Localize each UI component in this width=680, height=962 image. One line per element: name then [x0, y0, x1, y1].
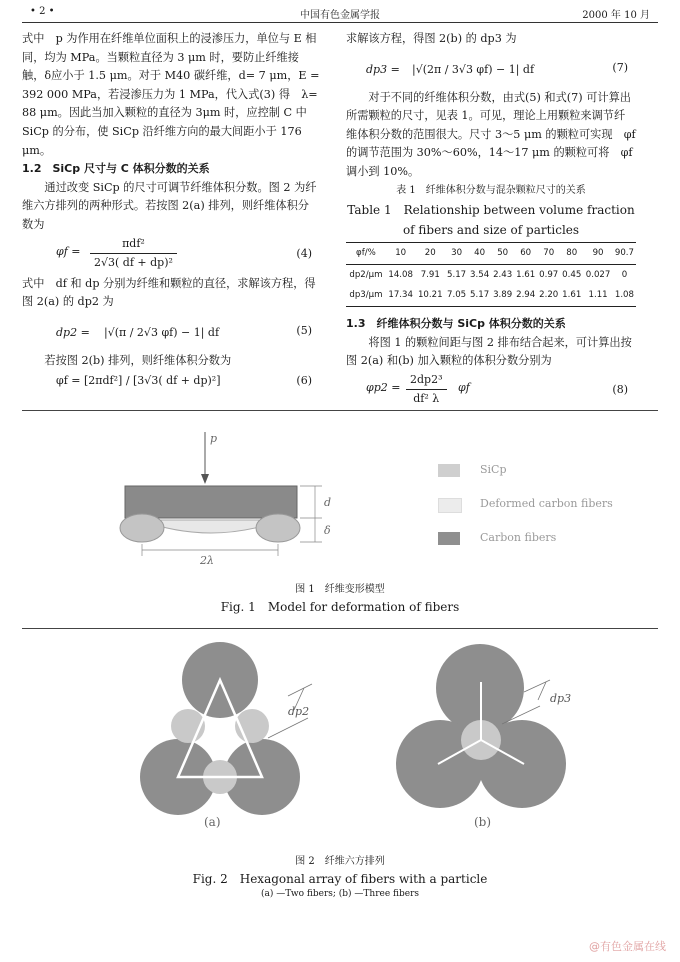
figure-rule — [22, 628, 658, 629]
carbon-fiber-bar — [125, 486, 297, 518]
label-b: (b) — [474, 815, 492, 829]
table-cell: 0.027 — [585, 269, 611, 280]
equation-number: (7) — [612, 60, 628, 74]
dim-line — [524, 680, 550, 692]
sic-particle-left — [120, 514, 164, 542]
table-cell: 7.91 — [420, 269, 440, 280]
table-cell: 1.61 — [516, 269, 536, 280]
numerator: 2dp2³ — [406, 371, 447, 391]
data-table — [346, 242, 636, 307]
right-column — [346, 30, 636, 411]
paragraph: 式中 p 为作用在纤维单位面积上的浸渗压力，单位与 E 相同，均为 MPa。当颗粒直径为 3 μm 时，要防止纤维接触，δ应小于 1.5 μm。对于 M40 碳纤维，d= 7 μm，E = 392 000 MPa，若浸渗压力为 1 MPa，代入式(3) 得 λ= 88 μm。因此当加入颗粒的直径为 3μm 时，应控制 C 中 SiCp 的分布，使 SiCp 沿纤维方向的最大间距小于 176 μm。 — [22, 32, 320, 157]
dim-line — [288, 684, 312, 696]
dim-line — [268, 718, 308, 738]
table-cell: 5.17 — [447, 269, 467, 280]
table-cell: 1.08 — [613, 285, 636, 306]
watermark: @有色金属在线 — [589, 940, 666, 953]
figure-1-caption-en: Fig. 1 Model for deformation of fibers — [220, 600, 460, 614]
table-cell: 7.05 — [445, 285, 468, 306]
section-heading: 1.3 纤维体积分数与 SiCp 体积分数的关系 — [346, 316, 566, 330]
table-cell: 17.34 — [386, 285, 416, 306]
figure-1-diagram — [100, 428, 360, 568]
table-cell: 0.97 — [539, 269, 559, 280]
table-cell: 90 — [583, 243, 613, 265]
table-cell: 30 — [445, 243, 468, 265]
page-number: • 2 • — [30, 6, 55, 17]
table-row — [346, 264, 636, 285]
equation-lhs: dp3 = — [366, 62, 400, 76]
equation-lhs: φf = — [56, 244, 81, 258]
table-cell: 60 — [514, 243, 537, 265]
legend-label-sic: SiCp — [480, 463, 507, 476]
denominator: 2√3( df + dp)² — [94, 256, 173, 270]
figure-2b-diagram — [390, 640, 610, 830]
equation-number: (8) — [612, 382, 628, 396]
legend-swatch-carbon — [438, 532, 460, 545]
table-cell: 40 — [468, 243, 491, 265]
sic-particle-right — [256, 514, 300, 542]
figure-2-caption-en: Fig. 2 Hexagonal array of fibers with a particle — [192, 872, 488, 886]
table-cell: dp3/μm — [346, 285, 386, 306]
paragraph: 对于不同的纤维体积分数，由式(5) 和式(7) 可计算出所需颗粒的尺寸，见表 1。可见，理论上用颗粒来调节纤维体积分数的范围很大。尺寸 3～5 μm 的颗粒可实现 φf 的调节范围为 30%～60%，14～17 μm 的颗粒可将 φf 调小到 10%。 — [346, 90, 636, 178]
table-cell: 3.89 — [491, 285, 514, 306]
table-cell: φf/% — [346, 243, 386, 265]
figure-2a-diagram — [140, 640, 360, 830]
paragraph: 式中 df 和 dp 分别为纤维和颗粒的直径，求解该方程，得图 2(a) 的 dp2 为 — [22, 276, 316, 309]
equation-6 — [22, 370, 320, 392]
equation-fraction — [406, 371, 447, 409]
section-heading: 1.2 SiCp 尺寸与 C 体积分数的关系 — [22, 162, 210, 176]
table-cell: 0.45 — [562, 269, 582, 280]
equation-rhs: |√(2π / 3√3 φf) − 1| df — [412, 62, 535, 76]
equation-fraction — [90, 235, 177, 273]
equation-number: (4) — [296, 246, 312, 260]
paragraph: 求解该方程，得图 2(b) 的 dp3 为 — [346, 32, 517, 45]
legend-swatch-sic — [438, 464, 460, 477]
table-cell: 0 — [621, 269, 628, 280]
table-cell: dp2/μm — [349, 269, 383, 280]
label-dp2: dp2 — [288, 705, 310, 718]
table-caption-cn: 表 1 纤维体积分数与混杂颗粒尺寸的关系 — [396, 184, 586, 196]
paragraph: 将图 1 的颗粒间距与图 2 排布结合起来，可计算出按图 2(a) 和(b) 加入颗粒的体积分数分别为 — [346, 335, 632, 368]
table-cell: 50 — [491, 243, 514, 265]
table-cell: 3.54 — [470, 269, 490, 280]
table-row — [346, 285, 636, 306]
left-column — [22, 30, 320, 392]
equation-5 — [22, 312, 320, 352]
figure-1-caption-cn: 图 1 纤维变形模型 — [295, 584, 385, 595]
equation-body: φf = [2πdf²] / [3√3( df + dp)²] — [56, 374, 221, 388]
table-cell: 2.20 — [537, 285, 560, 306]
arrow-head — [201, 474, 209, 484]
table-caption-en: Table 1 Relationship between volume fraction of fibers and size of particles — [347, 203, 635, 238]
numerator: πdf² — [90, 235, 177, 255]
label-dp3: dp3 — [550, 692, 572, 705]
issue-date: 2000 年 10 月 — [582, 10, 650, 21]
table-cell: 2.94 — [514, 285, 537, 306]
legend-label-deformed: Deformed carbon fibers — [480, 497, 613, 510]
equation-lhs: φp2 = — [366, 380, 401, 394]
equation-tail: φf — [458, 380, 470, 394]
table-cell: 10 — [386, 243, 416, 265]
table-cell: 1.11 — [583, 285, 613, 306]
header-rule — [22, 22, 658, 23]
table-cell: 1.61 — [560, 285, 583, 306]
table-cell: 10.21 — [415, 285, 445, 306]
table-header-row — [346, 243, 636, 265]
figure-2-caption-sub: (a) —Two fibers; (b) —Three fibers — [260, 889, 420, 899]
equation-4 — [22, 235, 320, 275]
table-cell: 80 — [560, 243, 583, 265]
label-2lambda: 2λ — [200, 554, 214, 567]
equation-lhs: dp2 = — [56, 325, 90, 339]
label-delta: δ — [324, 524, 331, 537]
legend-label-carbon: Carbon fibers — [480, 531, 557, 544]
figure-2-caption-cn: 图 2 纤维六方排列 — [295, 856, 385, 867]
equation-7 — [346, 49, 636, 89]
equation-number: (5) — [296, 323, 312, 337]
paragraph: 通过改变 SiCp 的尺寸可调节纤维体积分数。图 2 为纤维六方排列的两种形式。若按图 2(a) 排列，则纤维体积分数为 — [22, 180, 317, 231]
equation-number: (6) — [296, 374, 312, 388]
legend-swatch-deformed — [438, 498, 462, 513]
label-d: d — [324, 496, 332, 509]
label-a: (a) — [204, 815, 221, 829]
equation-8 — [346, 371, 636, 411]
figure-rule — [22, 410, 658, 411]
table-cell: 14.08 — [388, 269, 413, 280]
table-cell: 20 — [415, 243, 445, 265]
denominator: df² λ — [413, 392, 440, 406]
paragraph: 若按图 2(b) 排列，则纤维体积分数为 — [44, 353, 232, 367]
equation-rhs: |√(π / 2√3 φf) − 1| df — [104, 325, 220, 339]
journal-name: 中国有色金属学报 — [300, 10, 380, 21]
running-header — [22, 6, 658, 22]
label-p: p — [210, 432, 218, 445]
table-cell: 90.7 — [613, 243, 636, 265]
table-cell: 70 — [537, 243, 560, 265]
table-cell: 5.17 — [468, 285, 491, 306]
table-cell: 2.43 — [493, 269, 513, 280]
